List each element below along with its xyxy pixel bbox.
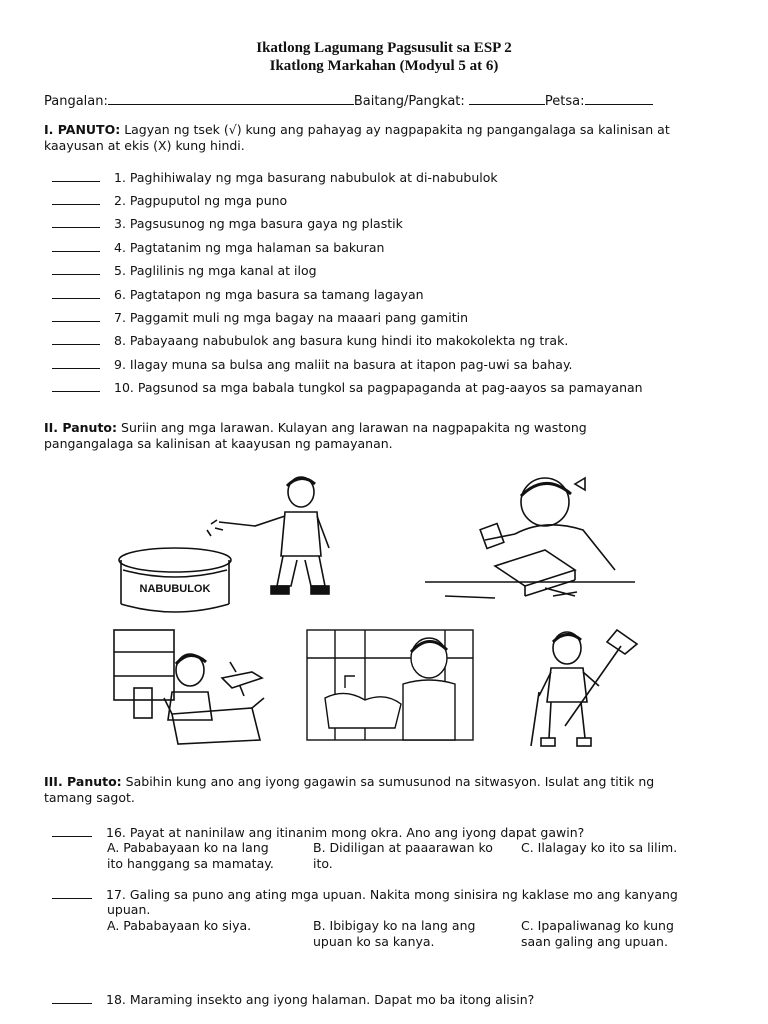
q16-option-a[interactable]: A. Pababayaan ko na lang ito hanggang sa mamatay. [107,840,274,871]
item-text: 8. Pabayaang nabubulok ang basura kung hindi ito makokolekta ng trak. [114,333,569,348]
bin-label: NABUBULOK [139,583,211,595]
boy-with-toys-picture[interactable] [112,628,272,746]
q16-text: 16. Payat at naninilaw ang itinanim mong okra. Ano ang iyong dapat gawin? [106,825,585,840]
answer-blank[interactable] [52,193,100,205]
list-item [52,263,317,278]
item-text: 1. Paghihiwalay ng mga basurang nabubulok at di-nabubulok [114,170,498,185]
part3-heading: III. Panuto: [44,774,122,789]
date-label: Petsa: [544,94,585,109]
part1-heading: I. PANUTO: [44,122,121,137]
q17-option-a[interactable]: A. Pababayaan ko siya. [107,918,252,933]
list-item [52,357,573,372]
answer-blank[interactable] [52,333,100,345]
part1-instruction [44,122,744,154]
list-item [52,240,384,255]
date-blank[interactable] [585,92,653,105]
part3-instruction-a: Sabihin kung ano ang iyong gagawin sa sumusunod na sitwasyon. Isulat ang titik ng [125,774,655,789]
q17-text-b: upuan. [107,902,151,917]
item-text: 2. Pagpuputol ng mga puno [114,193,288,208]
list-item [52,287,424,302]
name-blank[interactable] [108,92,354,105]
title-line-2: Ikatlong Markahan (Modyul 5 at 6) [269,58,499,74]
item-text: 3. Pagsusunog ng mga basura gaya ng plastik [114,216,403,231]
item-text: 7. Paggamit muli ng mga bagay na maaari pang gamitin [114,310,469,325]
part2-instruction-a: Suriin ang mga larawan. Kulayan ang larawan na nagpapakita ng wastong [121,420,587,435]
item-text: 10. Pagsunod sa mga babala tungkol sa pagpapaganda at pag-aayos sa pamayanan [114,380,643,395]
item-text: 4. Pagtatanim ng mga halaman sa bakuran [114,240,385,255]
part2-instruction [44,420,744,452]
boy-throwing-trash-picture[interactable] [115,468,365,618]
title-line-1: Ikatlong Lagumang Pagsusulit sa ESP 2 [256,40,512,56]
q16-option-b[interactable]: B. Didiligan at paaarawan ko ito. [313,840,493,871]
info-line [44,92,653,109]
list-item [52,216,403,231]
part1-instruction-a: Lagyan ng tsek (√) kung ang pahayag ay nagpapakita ng pangangalaga sa kalinisan at [124,122,670,137]
answer-blank[interactable] [52,357,100,369]
answer-blank[interactable] [52,310,100,322]
girl-washing-dishes-picture[interactable] [305,628,475,746]
girl-making-box-picture[interactable] [425,470,635,605]
part2-instruction-b: pangangalaga sa kalinisan at kaayusan ng pamayanan. [44,436,393,451]
list-item [52,170,498,185]
answer-blank[interactable] [52,170,100,182]
grade-blank[interactable] [469,92,545,105]
question-17 [52,886,678,903]
part3-instruction [44,774,744,806]
list-item [52,380,643,395]
q18-text: 18. Maraming insekto ang iyong halaman. Dapat mo ba itong alisin? [106,992,535,1007]
answer-blank[interactable] [52,216,100,228]
answer-blank[interactable] [52,263,100,275]
q17-option-b[interactable]: B. Ibibigay ko na lang ang upuan ko sa kanya. [313,918,476,949]
answer-blank[interactable] [52,991,92,1004]
q16-option-c[interactable]: C. Ilalagay ko ito sa lilim. [521,840,678,855]
answer-blank[interactable] [52,287,100,299]
part3-instruction-b: tamang sagot. [44,790,135,805]
list-item [52,193,287,208]
list-item [52,310,468,325]
grade-label: Baitang/Pangkat: [353,94,465,109]
answer-blank[interactable] [52,886,92,899]
name-label: Pangalan: [44,94,108,109]
item-text: 9. Ilagay muna sa bulsa ang maliit na basura at itapon pag-uwi sa bahay. [114,357,573,372]
list-item [52,333,568,348]
answer-blank[interactable] [52,240,100,252]
item-text: 6. Pagtatapon ng mga basura sa tamang lagayan [114,287,424,302]
part1-instruction-b: kaayusan at ekis (X) kung hindi. [44,138,245,153]
question-16 [52,824,584,841]
answer-blank[interactable] [52,380,100,392]
answer-blank[interactable] [52,824,92,837]
boy-sweeping-picture[interactable] [525,626,640,750]
q17-option-c[interactable]: C. Ipapaliwanag ko kung saan galing ang upuan. [521,918,674,949]
q17-text-a: 17. Galing sa puno ang ating mga upuan. Nakita mong sinisira ng kaklase mo ang kanyang [106,887,678,902]
question-18 [52,991,534,1008]
item-text: 5. Paglilinis ng mga kanal at ilog [114,263,317,278]
part2-heading: II. Panuto: [44,420,118,435]
